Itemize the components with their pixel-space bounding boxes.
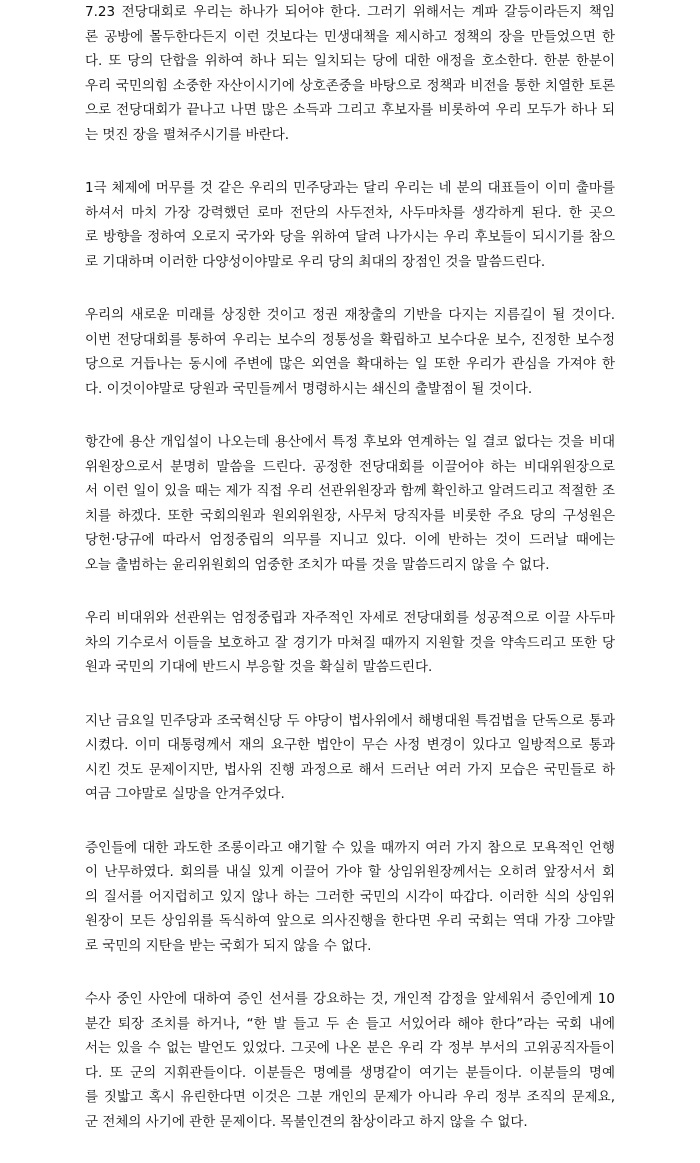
text-line: 오늘 출범하는 윤리위원회의 엄중한 조치가 따를 것을 말씀드리지 않을 수 없다.	[85, 556, 550, 573]
text-line: 하셔서 마치 가장 강력했던 로마 전단의 사두전차, 사두마차를 생각하게 된다. 한 곳으	[85, 204, 615, 221]
text-line: 원과 국민의 기대에 반드시 부응할 것을 확실히 말씀드린다.	[85, 659, 433, 675]
text-line: 우리의 새로운 미래를 상징한 것이고 정권 재창출의 기반을 다지는 지름길이 될 것이다.	[85, 307, 615, 323]
text-line: 증인들에 대한 과도한 조롱이라고 얘기할 수 있을 때까지 여러 가지 참으로 모욕적인 언행	[85, 839, 615, 856]
text-line: 당헌·당규에 따라서 엄정중립의 의무를 지니고 있다. 이에 반하는 것이 드러날 때에는	[85, 532, 615, 548]
text-line: 이 난무하였다. 회의를 내실 있게 이끌어 가야 할 상임위원장께서는 오히려 앞장서서 회	[85, 864, 615, 880]
paragraph	[85, 709, 615, 807]
paragraph	[85, 176, 615, 274]
text-line: 로 국민의 지탄을 받는 국회가 되지 않을 수 없다.	[85, 937, 372, 954]
text-line: 이번 전당대회를 통하여 우리는 보수의 정통성을 확립하고 보수다운 보수, 진정한 보수정	[85, 331, 615, 348]
text-line: 수사 중인 사안에 대하여 증인 선서를 강요하는 것, 개인적 감정을 앞세워서 증인에게 10	[85, 991, 615, 1007]
text-line: 분간 퇴장 조치를 하거나, “한 발 들고 두 손 들고 서있어라 해야 한다”라는 국회 내에	[85, 1015, 615, 1032]
text-line: 지난 금요일 민주당과 조국혁신당 두 야당이 법사위에서 해병대원 특검법을 단독으로 통과	[85, 712, 615, 729]
text-line: 원장이 모든 상임위를 독식하여 앞으로 의사진행을 한다면 우리 국회는 역대 가장 그야말	[85, 913, 615, 929]
text-line: 는 멋진 장을 펼쳐주시기를 바란다.	[85, 126, 290, 143]
text-line: 다. 또 당의 단합을 위하여 하나 되는 일치되는 당에 대한 애정을 호소한다. 한분 한분이	[85, 53, 615, 69]
paragraph	[85, 836, 615, 959]
document-body	[85, 0, 615, 1163]
text-line: 다. 이것이야말로 당원과 국민들께서 명령하시는 쇄신의 출발점이 될 것이다.	[85, 380, 533, 397]
text-line: 론 공방에 몰두한다든지 이런 것보다는 민생대책을 제시하고 정책의 장을 만들었으면 한	[85, 28, 615, 45]
paragraph	[85, 430, 615, 577]
text-line: 를 짓밟고 혹시 유린한다면 이것은 그분 개인의 문제가 아니라 우리 정부 조직의 문제요,	[85, 1089, 615, 1105]
text-line: 서는 있을 수 없는 발언도 있었다. 그곳에 나온 분은 우리 각 정부 부서의 고위공직자들이	[85, 1040, 615, 1056]
paragraph	[85, 0, 615, 147]
text-line: 서 이런 일이 있을 때는 제가 직접 우리 선관위원장과 함께 확인하고 알려드리고 적절한 조	[85, 483, 615, 499]
text-line: 차의 기수로서 이들을 보호하고 잘 경기가 마쳐질 때까지 지원할 것을 약속드리고 또한 당	[85, 634, 615, 651]
text-line: 로 방향을 정하여 오로지 국가와 당을 위하여 달려 나가시는 우리 후보들이 되시기를 참으	[85, 229, 615, 245]
text-line: 의 질서를 어지럽히고 있지 않나 하는 그러한 국민의 시각이 따갑다. 이러한 식의 상임위	[85, 888, 615, 905]
text-line: 1극 체제에 머무를 것 같은 우리의 민주당과는 달리 우리는 네 분의 대표들이 이미 출마를	[85, 180, 615, 196]
text-line: 여금 그야말로 실망을 안겨주었다.	[85, 786, 285, 802]
text-line: 군 전체의 사기에 관한 문제이다. 목불인견의 참상이라고 하지 않을 수 없다.	[85, 1113, 528, 1130]
text-line: 시켰다. 이미 대통령께서 재의 요구한 법안이 무슨 사정 변경이 있다고 일방적으로 통과	[85, 737, 615, 753]
text-line: 우리 국민의힘 소중한 자산이시기에 상호존중을 바탕으로 정책과 비전을 통한 치열한 토론	[85, 77, 615, 94]
text-line: 로 기대하며 이러한 다양성이야말로 우리 당의 최대의 장점인 것을 말씀드린다.	[85, 253, 546, 270]
text-line: 우리 비대위와 선관위는 엄정중립과 자주적인 자세로 전당대회를 성공적으로 이끌 사두마	[85, 610, 615, 626]
paragraph	[85, 987, 615, 1134]
text-line: 7.23 전당대회로 우리는 하나가 되어야 한다. 그러기 위해서는 계파 갈등이라든지 책임	[85, 4, 615, 20]
text-line: 으로 전당대회가 끝나고 나면 많은 소득과 그리고 후보자를 비롯하여 우리 모두가 하나 되	[85, 102, 615, 118]
text-line: 당으로 거듭나는 동시에 주변에 많은 외연을 확대하는 일 또한 우리가 관심을 가져야 한	[85, 356, 615, 372]
paragraph	[85, 303, 615, 401]
text-line: 항간에 용산 개입설이 나오는데 용산에서 특정 후보와 연계하는 일 결코 없다는 것을 비대	[85, 434, 615, 450]
text-line: 다. 또 군의 지휘관들이다. 이분들은 명예를 생명같이 여기는 분들이다. 이분들의 명예	[85, 1064, 615, 1081]
text-line: 치를 하겠다. 또한 국회의원과 원외위원장, 사무처 당직자를 비롯한 주요 당의 구성원은	[85, 507, 615, 524]
text-line: 위원장으로서 분명히 말씀을 드린다. 공정한 전당대회를 이끌어야 하는 비대위원장으로	[85, 458, 615, 475]
text-line: 시킨 것도 문제이지만, 법사위 진행 과정으로 해서 드러난 여러 가지 모습은 국민들로 하	[85, 761, 615, 778]
paragraph	[85, 606, 615, 680]
